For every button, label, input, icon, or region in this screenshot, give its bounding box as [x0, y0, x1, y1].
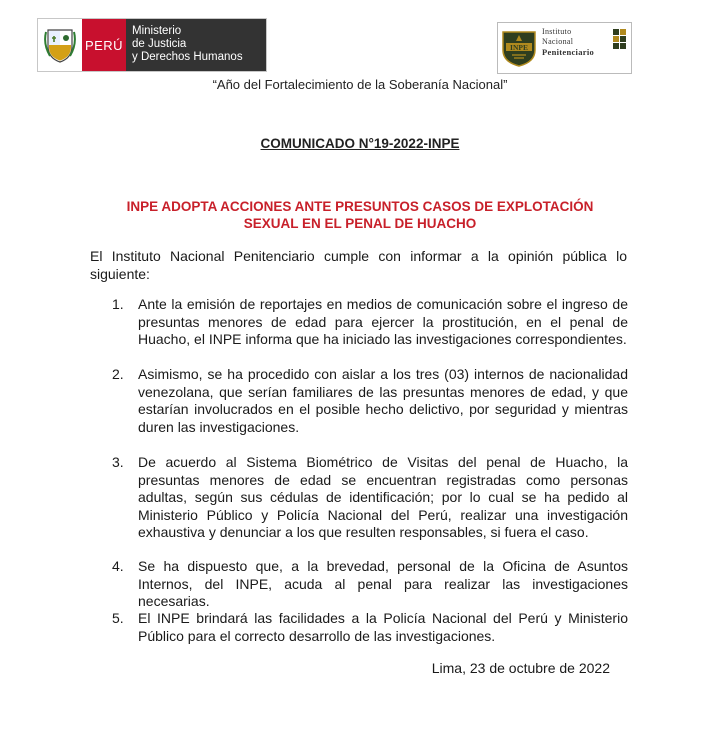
communique-title: COMUNICADO N°19-2022-INPE — [260, 136, 460, 151]
country-label: PERÚ — [82, 19, 126, 71]
headline — [90, 198, 630, 232]
inpe-name-line: Instituto — [542, 27, 572, 36]
list-item-number: 4. — [112, 558, 124, 574]
ministry-logo — [37, 18, 267, 72]
ministry-line: y Derechos Humanos — [132, 51, 243, 63]
inpe-seal-icon — [498, 23, 540, 73]
inpe-acronym: INPE — [510, 43, 528, 52]
coat-of-arms-icon — [38, 19, 82, 71]
list-item-text: Asimismo, se ha procedido con aislar a los tres (03) internos de nacionalidad venezolana, que serían familiares de las presuntas menores de edad, y que estarían involucrados en el posible hecho delictivo, por seguridad y mientras duren las investigaciones. — [138, 366, 628, 435]
ministry-name — [126, 19, 266, 71]
signature-date: Lima, 23 de octubre de 2022 — [431, 660, 610, 676]
list-item-number: 5. — [112, 610, 124, 626]
inpe-logo — [497, 22, 632, 74]
decorative-blocks-icon — [613, 29, 627, 55]
list-item-text: De acuerdo al Sistema Biométrico de Visitas del penal de Huacho, la presuntas menores de edad se encuentran registradas como personas adultas, según sus cédulas de identificación; por lo cual se ha pedido al Ministerio Público y Policía Nacional del Perú, realizar una investigación exhaustiva y denunciar a los que resulten responsables, si fuera el caso. — [138, 454, 628, 540]
list-item-text: El INPE brindará las facilidades a la Policía Nacional del Perú y Ministerio Público para el correcto desarrollo de las investigaciones. — [138, 610, 628, 644]
list-item-text: Ante la emisión de reportajes en medios de comunicación sobre el ingreso de presuntas menores de edad para ejercer la prostitución, en el penal de Huacho, el INPE informa que ha iniciado las investigaciones correspondientes. — [138, 296, 628, 347]
ministry-line: de Justicia — [132, 38, 187, 50]
inpe-name-line: Nacional — [542, 37, 574, 46]
list-item-text: Se ha dispuesto que, a la brevedad, personal de la Oficina de Asuntos Internos, del INPE, acuda al penal para realizar las investigaciones necesarias. — [138, 558, 628, 609]
inpe-name-line: Penitenciario — [542, 47, 595, 57]
list-item-number: 3. — [112, 454, 124, 470]
list-item-number: 1. — [112, 296, 124, 312]
headline-line: INPE ADOPTA ACCIONES ANTE PRESUNTOS CASOS DE EXPLOTACIÓN — [126, 199, 594, 214]
year-motto: “Año del Fortalecimiento de la Soberanía Nacional” — [212, 77, 508, 92]
list-item-number: 2. — [112, 366, 124, 382]
ministry-line: Ministerio — [132, 25, 182, 37]
intro-paragraph: El Instituto Nacional Penitenciario cumple con informar a la opinión pública lo siguiente: — [90, 248, 627, 282]
headline-line: SEXUAL EN EL PENAL DE HUACHO — [243, 216, 477, 231]
